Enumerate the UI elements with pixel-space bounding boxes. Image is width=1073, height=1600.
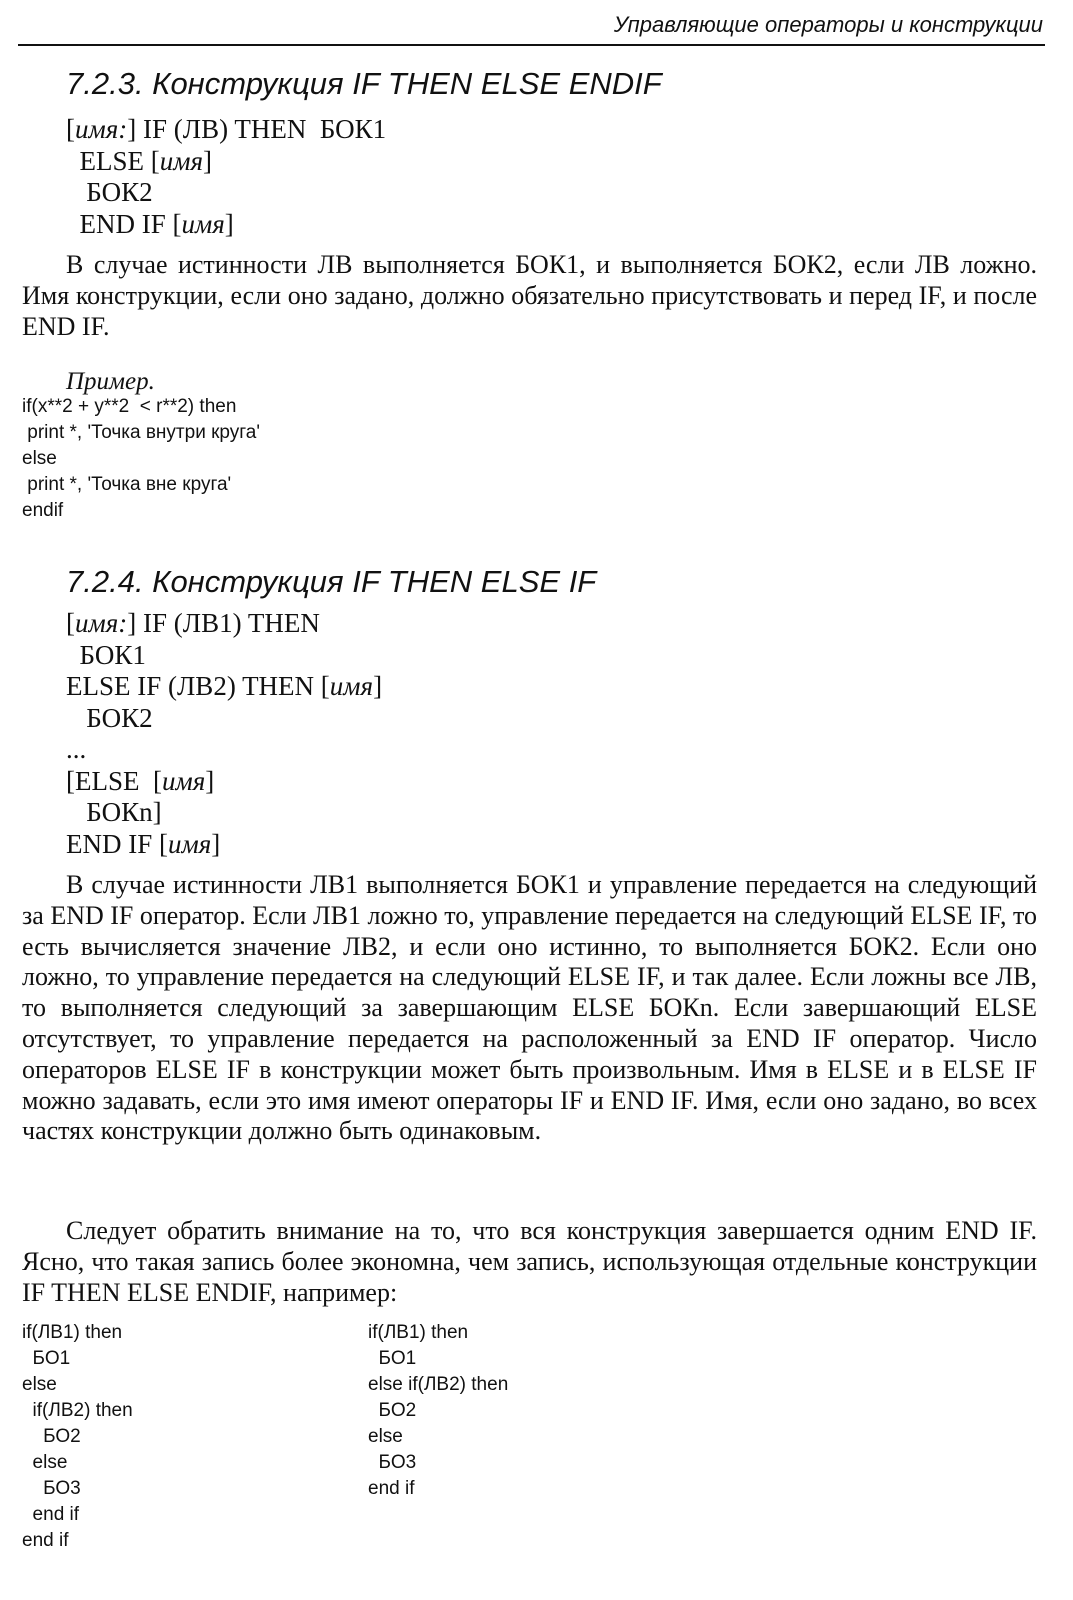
syntax-block-7-2-3 [66, 114, 386, 240]
syntax-line: БОК2 [66, 177, 153, 207]
code-line: if(ЛВ2) then [22, 1400, 133, 1421]
code-line: endif [22, 500, 64, 521]
header-rule [18, 44, 1045, 46]
code-line: БО3 [22, 1478, 81, 1499]
syntax-line: END IF [имя] [66, 828, 221, 859]
code-line: БО1 [368, 1348, 417, 1369]
syntax-line: БОК2 [66, 702, 153, 733]
code-line: else [22, 1374, 57, 1395]
section-heading-7-2-4: 7.2.4. Конструкция IF THEN ELSE IF [66, 564, 597, 599]
syntax-block-7-2-4 [66, 608, 382, 860]
code-line: else if(ЛВ2) then [368, 1374, 509, 1395]
syntax-line: БОК1 [66, 639, 146, 670]
paragraph-7-2-4-main: В случае истинности ЛВ1 выполняется БОК1 и управление передается на следующий за END IF оператор. Если ЛВ1 ложно то, управление передается на следующий ELSE IF, то есть вычисляется значение ЛВ2, и если оно истинно, то выполняется БОК2. Если оно ложно, то управление передается на следующий ELSE IF, и так далее. Если ложны все ЛВ, то выполняется следующий за завершающим ELSE БОКn. Если завершающий ELSE отсутствует, то управление передается на расположенный за END IF оператор. Число операторов ELSE IF в конструкции может быть произвольным. Имя в ELSE и в ELSE IF можно задавать, если это имя имеют операторы IF и END IF. Имя, если оно задано, во всех частях конструкции должно быть одинаковым. [22, 870, 1037, 1146]
syntax-line: END IF [имя] [66, 208, 234, 239]
code-line: if(x**2 + y**2 < r**2) then [22, 396, 237, 417]
syntax-line: ... [66, 734, 87, 764]
running-head: Управляющие операторы и конструкции [613, 12, 1043, 37]
section-heading-7-2-3: 7.2.3. Конструкция IF THEN ELSE ENDIF [66, 66, 662, 101]
paragraph-7-2-3: В случае истинности ЛВ выполняется БОК1, и выполняется БОК2, если ЛВ ложно. Имя конструкции, если оно задано, должно обязательно присутствовать и перед IF, и после END IF. [22, 250, 1037, 341]
code-line: БО1 [22, 1348, 71, 1369]
syntax-line: [ELSE [имя] [66, 765, 215, 796]
code-line: end if [22, 1504, 80, 1525]
syntax-line: ELSE IF (ЛВ2) THEN [имя] [66, 671, 383, 701]
syntax-line: [имя:] IF (ЛВ1) THEN [66, 608, 320, 638]
code-line: print *, 'Точка внутри круга' [22, 422, 260, 443]
code-line: if(ЛВ1) then [22, 1322, 123, 1343]
paragraph-7-2-4-note: Следует обратить внимание на то, что вся конструкция завершается одним END IF. Ясно, что такая запись более экономна, чем запись, использующая отдельные конструкции IF THEN ELSE ENDIF, например: [22, 1216, 1037, 1307]
code-line: print *, 'Точка вне круга' [22, 474, 232, 495]
example-code-block [22, 394, 260, 524]
code-line: else [22, 1452, 68, 1473]
syntax-line: [имя:] IF (ЛВ) THEN БОК1 [66, 114, 387, 144]
code-line: end if [22, 1530, 69, 1551]
code-line: БО2 [22, 1426, 81, 1447]
code-line: БО3 [368, 1452, 417, 1473]
example-label: Пример. [66, 368, 155, 395]
code-block-nested [22, 1320, 133, 1554]
syntax-line: ELSE [имя] [66, 145, 213, 176]
code-line: end if [368, 1478, 415, 1499]
syntax-line: БОКn] [66, 797, 162, 827]
code-line: БО2 [368, 1400, 417, 1421]
code-line: if(ЛВ1) then [368, 1322, 469, 1343]
code-line: else [368, 1426, 403, 1447]
code-line: else [22, 448, 57, 469]
code-block-else-if [368, 1320, 508, 1502]
